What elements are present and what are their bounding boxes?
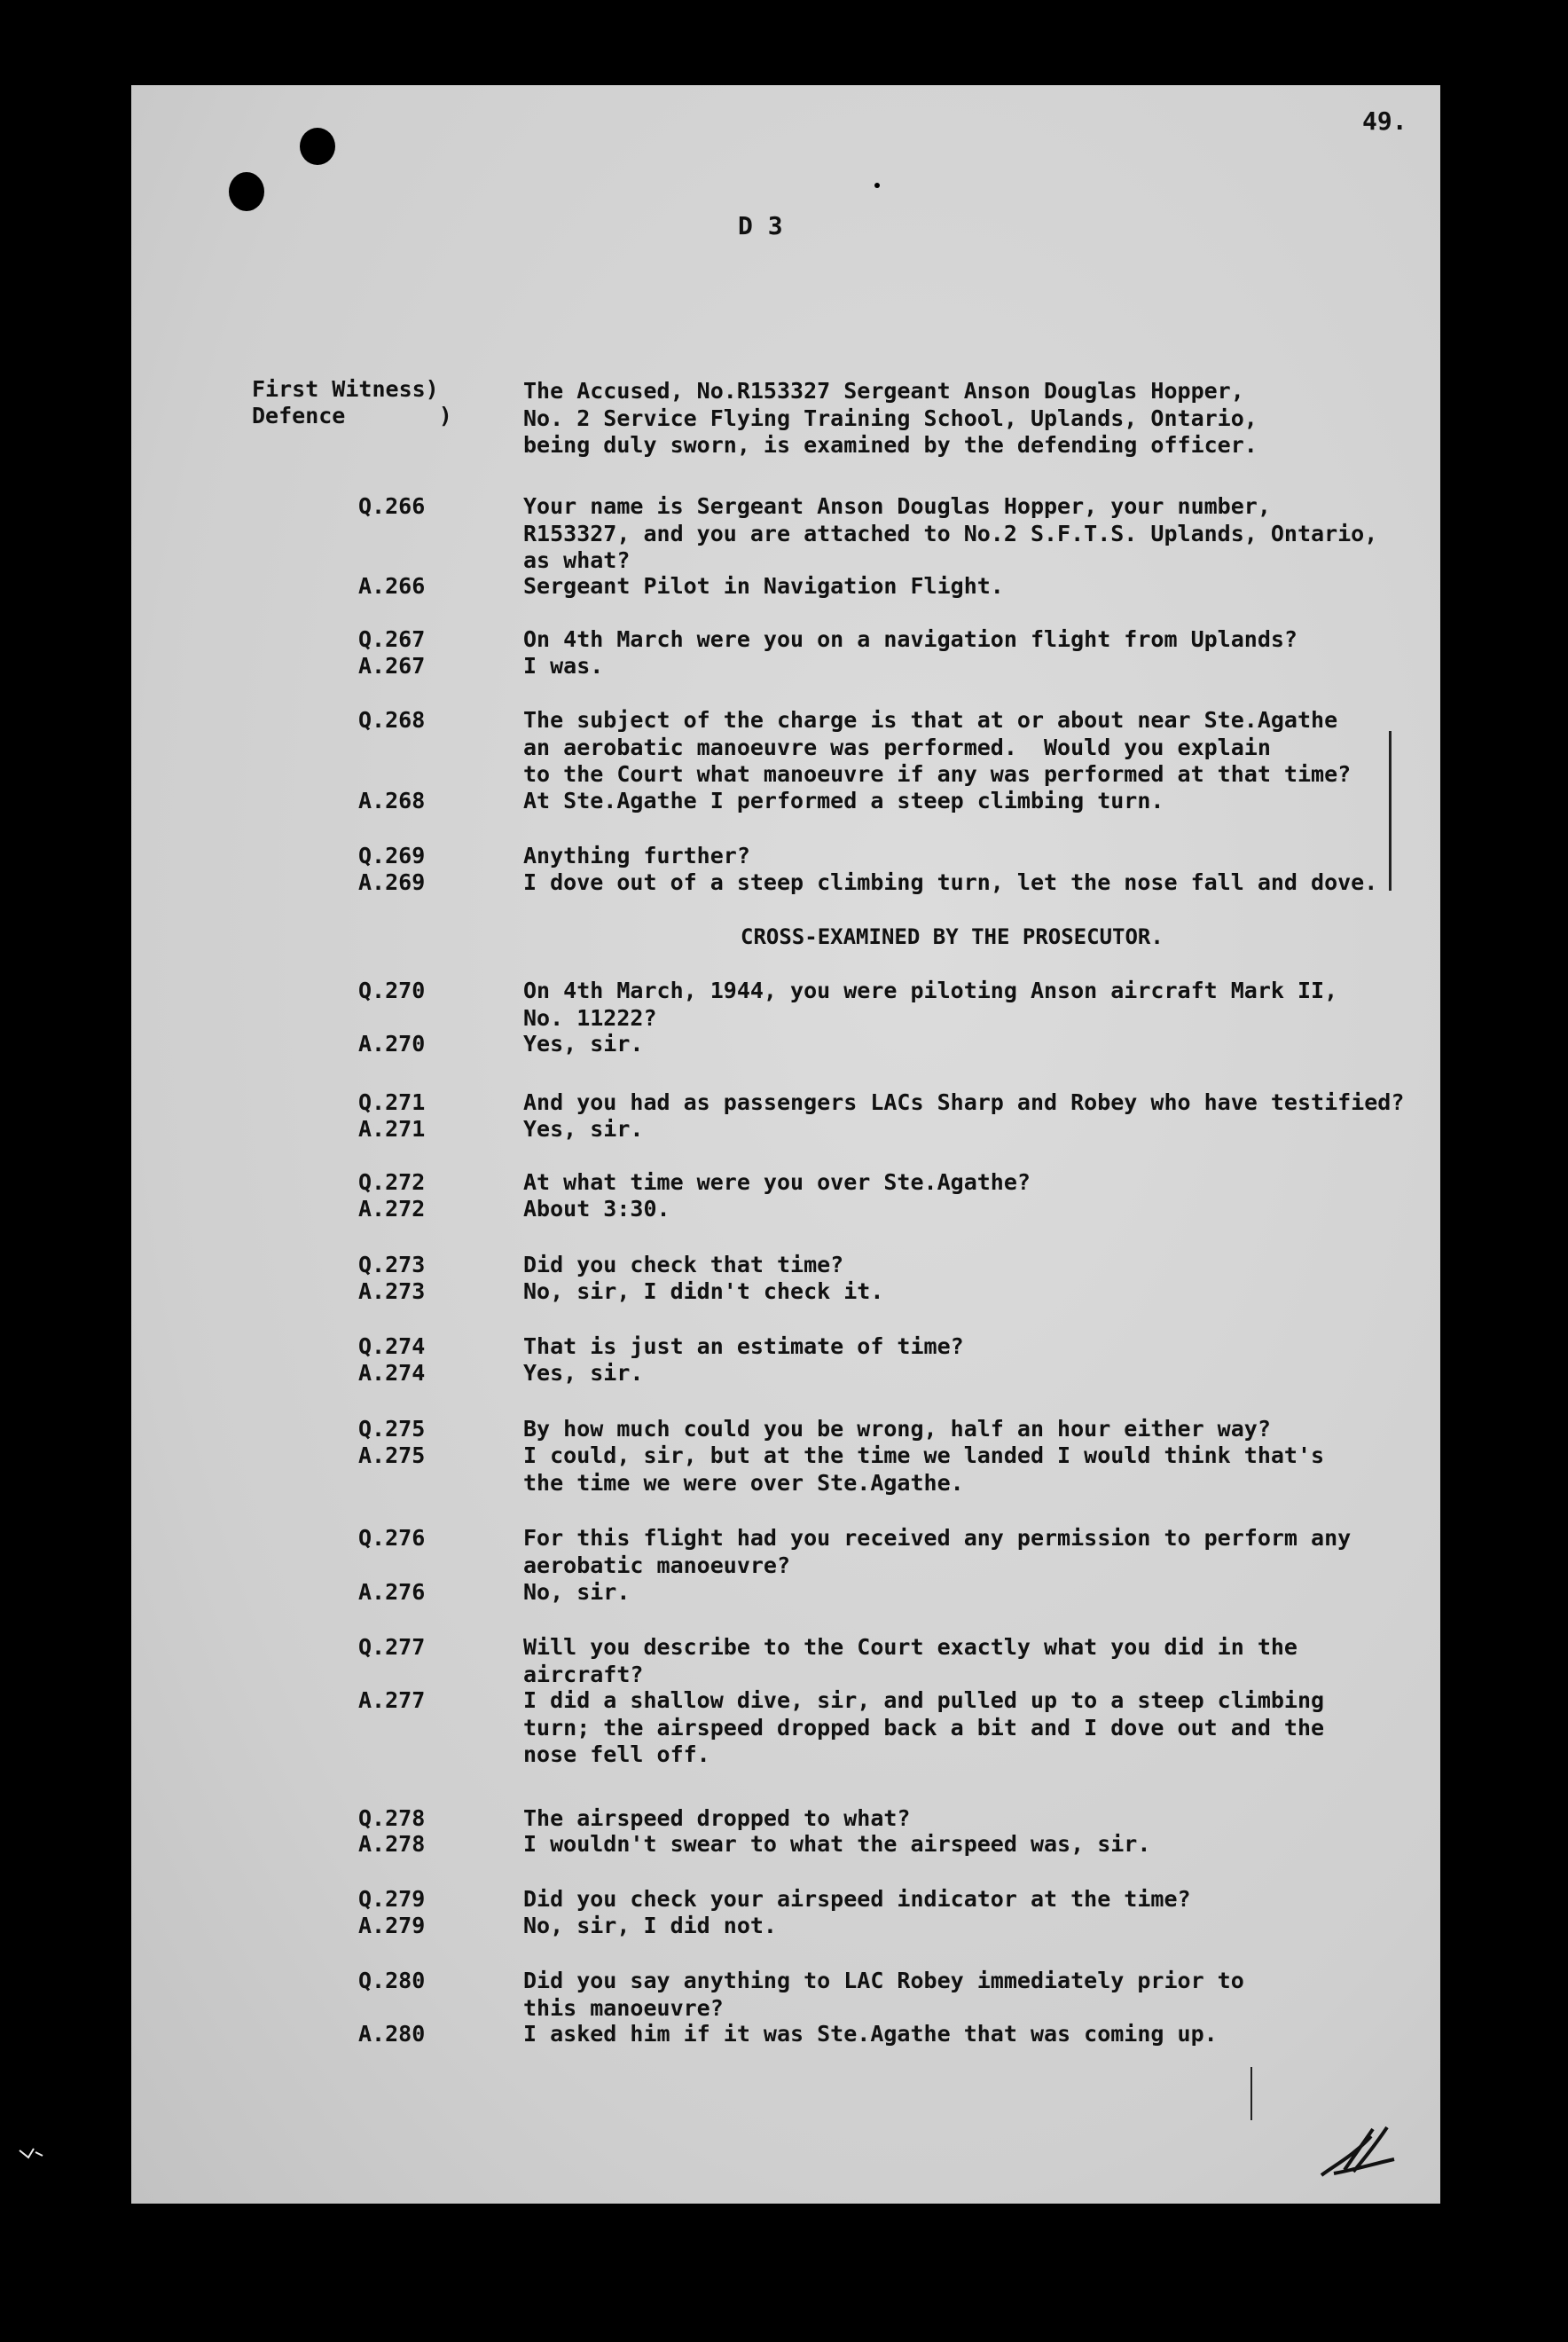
document-code: D 3 <box>738 211 783 240</box>
question-text: Did you say anything to LAC Robey immediately prior to this manoeuvre? <box>523 1968 1244 2021</box>
question-text: Will you describe to the Court exactly what you did in the aircraft? <box>523 1634 1298 1687</box>
question-text: Your name is Sergeant Anson Douglas Hopper, your number, R153327, and you are attached to No.2 S.F.T.S. Uplands, Ontario, as what? <box>523 493 1378 573</box>
testimony-label: Q.271 <box>358 1089 426 1115</box>
testimony-label: Q.273 <box>358 1252 426 1277</box>
answer-text: At Ste.Agathe I performed a steep climbing turn. <box>523 788 1164 813</box>
answer-text: Yes, sir. <box>523 1360 644 1386</box>
testimony-label: Q.277 <box>358 1634 426 1660</box>
margin-line <box>1250 2067 1252 2120</box>
question-text: For this flight had you received any permission to perform any aerobatic manoeuvre? <box>523 1525 1352 1578</box>
question-text: The subject of the charge is that at or about near Ste.Agathe an aerobatic manoeuvre was performed. Would you explain to the Court what manoeuvre if any was performed at that time? <box>523 707 1352 787</box>
edge-mark <box>18 2145 44 2163</box>
answer-text: I was. <box>523 653 604 679</box>
section-heading: CROSS-EXAMINED BY THE PROSECUTOR. <box>741 924 1164 949</box>
testimony-label: Q.274 <box>358 1333 426 1359</box>
question-text: Did you check your airspeed indicator at the time? <box>523 1886 1191 1912</box>
answer-text: I did a shallow dive, sir, and pulled up to a steep climbing turn; the airspeed dropped back a bit and I dove out and the nose fell off. <box>523 1687 1325 1767</box>
testimony-label: Q.280 <box>358 1968 426 1993</box>
testimony-label: Q.266 <box>358 493 426 519</box>
question-text: On 4th March were you on a navigation flight from Uplands? <box>523 626 1298 652</box>
testimony-label: Q.270 <box>358 978 426 1003</box>
answer-text: No, sir, I did not. <box>523 1913 777 1938</box>
testimony-label: A.273 <box>358 1278 426 1304</box>
testimony-label: Q.269 <box>358 843 426 868</box>
punch-mark <box>874 183 880 188</box>
testimony-label: A.276 <box>358 1579 426 1605</box>
page-number: 49. <box>1362 106 1407 136</box>
testimony-label: A.278 <box>358 1831 426 1857</box>
testimony-label: A.267 <box>358 653 426 679</box>
question-text: Did you check that time? <box>523 1252 844 1277</box>
question-text: Anything further? <box>523 843 750 868</box>
answer-text: Yes, sir. <box>523 1116 644 1142</box>
testimony-label: A.266 <box>358 573 426 599</box>
answer-text: I wouldn't swear to what the airspeed was, sir. <box>523 1831 1151 1857</box>
testimony-label: A.271 <box>358 1116 426 1142</box>
answer-text: Sergeant Pilot in Navigation Flight. <box>523 573 1004 599</box>
initials-signature <box>1318 2120 1398 2182</box>
witness-label: First Witness) Defence ) <box>252 376 452 428</box>
question-text: That is just an estimate of time? <box>523 1333 964 1359</box>
testimony-label: Q.276 <box>358 1525 426 1551</box>
answer-text: Yes, sir. <box>523 1031 644 1057</box>
answer-text: I dove out of a steep climbing turn, let the nose fall and dove. <box>523 869 1378 895</box>
answer-text: No, sir. <box>523 1579 631 1605</box>
margin-line <box>1389 731 1392 891</box>
testimony-label: Q.279 <box>358 1886 426 1912</box>
testimony-label: A.279 <box>358 1913 426 1938</box>
testimony-label: A.268 <box>358 788 426 813</box>
question-text: By how much could you be wrong, half an hour either way? <box>523 1416 1271 1442</box>
question-text: On 4th March, 1944, you were piloting Anson aircraft Mark II, No. 11222? <box>523 978 1338 1031</box>
answer-text: No, sir, I didn't check it. <box>523 1278 884 1304</box>
answer-text: I asked him if it was Ste.Agathe that was coming up. <box>523 2021 1218 2047</box>
testimony-label: A.277 <box>358 1687 426 1713</box>
question-text: At what time were you over Ste.Agathe? <box>523 1169 1031 1195</box>
testimony-label: A.275 <box>358 1442 426 1468</box>
testimony-label: A.270 <box>358 1031 426 1057</box>
testimony-label: A.280 <box>358 2021 426 2047</box>
punch-hole <box>229 172 264 211</box>
testimony-label: A.274 <box>358 1360 426 1386</box>
testimony-label: Q.268 <box>358 707 426 733</box>
testimony-label: Q.275 <box>358 1416 426 1442</box>
testimony-label: A.269 <box>358 869 426 895</box>
answer-text: About 3:30. <box>523 1196 670 1222</box>
witness-intro: The Accused, No.R153327 Sergeant Anson Douglas Hopper, No. 2 Service Flying Training School, Uplands, Ontario, being duly sworn, is examined by the defending officer. <box>523 378 1258 458</box>
punch-hole <box>300 128 335 165</box>
answer-text: I could, sir, but at the time we landed I would think that's the time we were over Ste.Agathe. <box>523 1442 1325 1496</box>
testimony-label: Q.278 <box>358 1805 426 1831</box>
testimony-label: Q.267 <box>358 626 426 652</box>
testimony-label: Q.272 <box>358 1169 426 1195</box>
question-text: The airspeed dropped to what? <box>523 1805 911 1831</box>
testimony-label: A.272 <box>358 1196 426 1222</box>
question-text: And you had as passengers LACs Sharp and Robey who have testified? <box>523 1089 1405 1115</box>
